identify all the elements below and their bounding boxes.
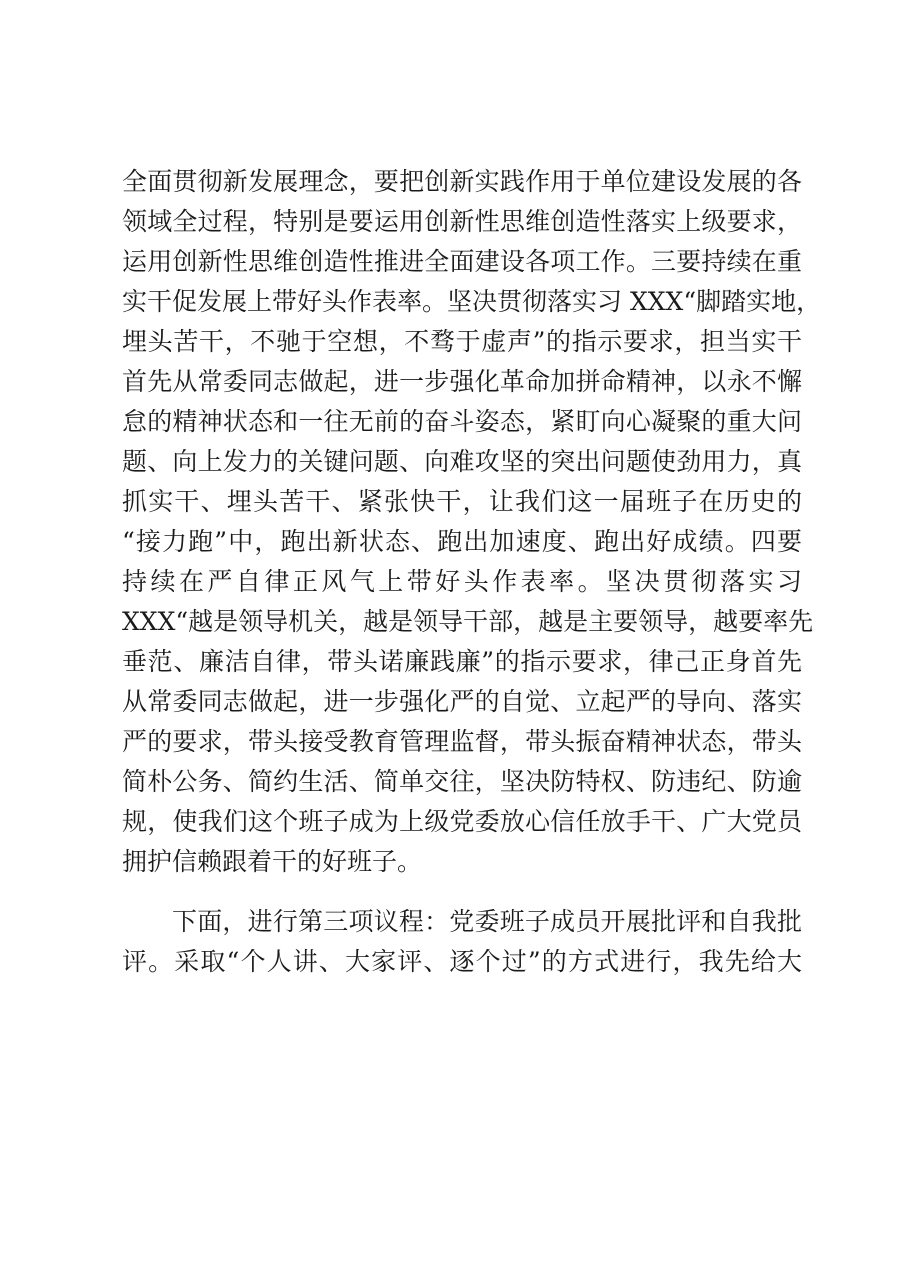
text-line: “接力跑”中，跑出新状态、跑出加速度、跑出好成绩。四要 [122, 527, 802, 556]
text-line: 实干促发展上带好头作表率。坚决贯彻落实习 XXX“脚踏实地， [122, 287, 822, 316]
text-line: 下面，进行第三项议程：党委班子成员开展批评和自我批 [172, 907, 802, 936]
text-line: 怠的精神状态和一往无前的奋斗姿态，紧盯向心凝聚的重大问 [122, 407, 802, 436]
text-line: 垂范、廉洁自律，带头诺廉践廉”的指示要求，律己正身首先 [122, 647, 802, 676]
text-line: 从常委同志做起，进一步强化严的自觉、立起严的导向、落实 [122, 687, 802, 716]
text-line: 拥护信赖跟着干的好班子。 [122, 847, 423, 876]
text-line: 抓实干、埋头苦干、紧张快干，让我们这一届班子在历史的 [122, 487, 802, 516]
text-line: 严的要求，带头接受教育管理监督，带头振奋精神状态，带头 [122, 727, 802, 756]
text-line: 埋头苦干，不驰于空想，不骛于虚声”的指示要求，担当实干 [122, 327, 802, 356]
text-line: 评。采取“个人讲、大家评、逐个过”的方式进行，我先给大 [122, 947, 802, 976]
text-line: 运用创新性思维创造性推进全面建设各项工作。三要持续在重 [122, 247, 802, 276]
text-line: 规，使我们这个班子成为上级党委放心信任放手干、广大党员 [122, 807, 802, 836]
text-line: 全面贯彻新发展理念，要把创新实践作用于单位建设发展的各 [122, 167, 802, 196]
text-line: 简朴公务、简约生活、简单交往，坚决防特权、防违纪、防逾 [122, 767, 802, 796]
text-line: 领域全过程，特别是要运用创新性思维创造性落实上级要求， [122, 207, 802, 236]
text-line: XXX“越是领导机关，越是领导干部，越是主要领导，越要率先 [122, 607, 814, 636]
text-line: 首先从常委同志做起，进一步强化革命加拼命精神，以永不懈 [122, 367, 802, 396]
text-line: 题、向上发力的关键问题、向难攻坚的突出问题使劲用力，真 [122, 447, 802, 476]
text-line: 持续在严自律正风气上带好头作表率。坚决贯彻落实习 [122, 567, 802, 596]
